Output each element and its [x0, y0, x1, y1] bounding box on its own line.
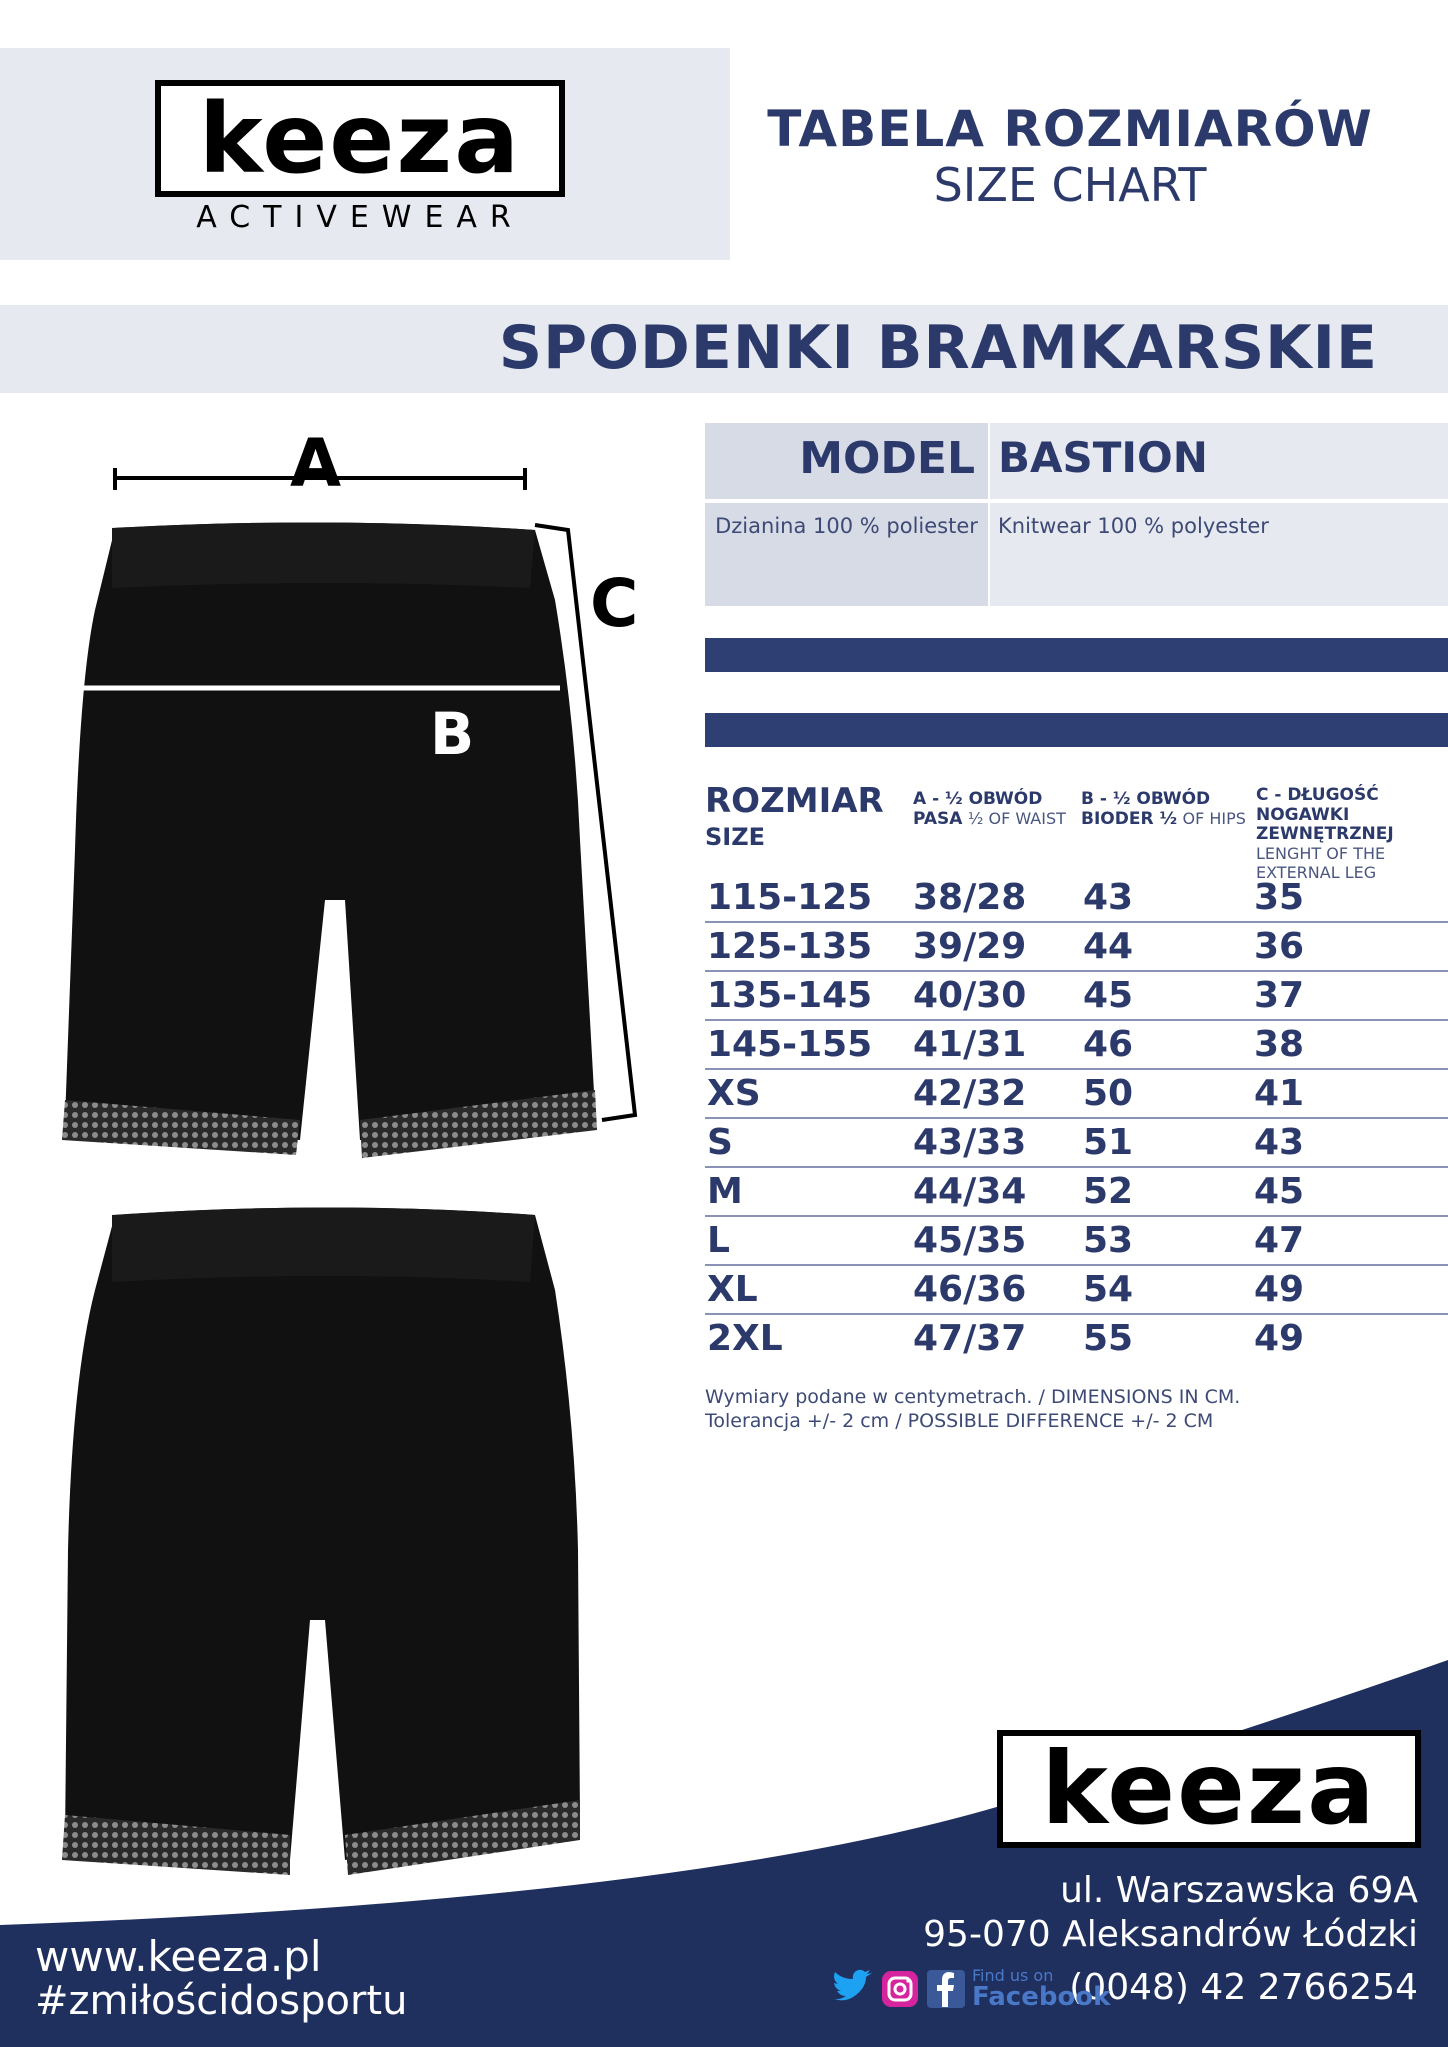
waist-cell: 44/34	[913, 1171, 1027, 1212]
hips-cell: 43	[1083, 877, 1134, 918]
waist-cell: 42/32	[913, 1073, 1027, 1114]
hips-cell: 45	[1083, 975, 1134, 1016]
hips-cell: 54	[1083, 1269, 1134, 1310]
hips-cell: 55	[1083, 1318, 1134, 1359]
size-cell: 145-155	[707, 1024, 873, 1065]
model-label: MODEL	[799, 433, 975, 484]
size-header: ROZMIAR	[705, 781, 884, 821]
waist-cell: 43/33	[913, 1122, 1027, 1163]
website-link[interactable]: www.keeza.pl	[35, 1932, 322, 1981]
facebook-icon[interactable]	[926, 1969, 966, 2009]
size-cell: M	[707, 1171, 743, 1212]
size-header-en: SIZE	[705, 823, 766, 851]
row-divider	[705, 1068, 1448, 1070]
hips-cell: 50	[1083, 1073, 1134, 1114]
hips-cell: 44	[1083, 926, 1134, 967]
divider-bar	[705, 713, 1448, 747]
col-c-header: C - DŁUGOŚĆ NOGAWKI ZEWNĘTRZNEJ LENGHT OF THE EXTERNAL LEG	[1256, 785, 1394, 883]
row-divider	[705, 1019, 1448, 1021]
length-cell: 37	[1254, 975, 1305, 1016]
twitter-icon[interactable]	[830, 1969, 874, 2009]
waist-cell: 40/30	[913, 975, 1027, 1016]
size-cell: 125-135	[707, 926, 873, 967]
length-cell: 36	[1254, 926, 1305, 967]
facebook-link[interactable]: Find us on Facebook	[972, 1966, 1111, 2012]
row-divider	[705, 921, 1448, 923]
page-subtitle: SIZE CHART	[933, 158, 1207, 212]
length-cell: 47	[1254, 1220, 1305, 1261]
hips-cell: 52	[1083, 1171, 1134, 1212]
length-cell: 45	[1254, 1171, 1305, 1212]
length-cell: 43	[1254, 1122, 1305, 1163]
waist-cell: 46/36	[913, 1269, 1027, 1310]
logo-subtitle: ACTIVEWEAR	[196, 200, 524, 235]
fabric-pl: Dzianina 100 % poliester	[715, 514, 978, 538]
instagram-icon[interactable]	[880, 1969, 920, 2009]
length-cell: 49	[1254, 1318, 1305, 1359]
waist-cell: 47/37	[913, 1318, 1027, 1359]
row-divider	[705, 1264, 1448, 1266]
dimensions-note: Wymiary podane w centymetrach. / DIMENSIONS IN CM. Tolerancja +/- 2 cm / POSSIBLE DIFFERENCE +/- 2 CM	[705, 1386, 1241, 1432]
hips-cell: 46	[1083, 1024, 1134, 1065]
waist-cell: 41/31	[913, 1024, 1027, 1065]
divider-bar	[705, 638, 1448, 672]
length-cell: 49	[1254, 1269, 1305, 1310]
size-cell: XS	[707, 1073, 761, 1114]
hips-cell: 51	[1083, 1122, 1134, 1163]
row-divider	[705, 1313, 1448, 1315]
address-line-1: ul. Warszawska 69A	[1060, 1870, 1418, 1911]
footer-logo	[997, 1730, 1421, 1848]
hips-cell: 53	[1083, 1220, 1134, 1261]
shorts-front-image	[62, 468, 635, 1158]
row-divider	[705, 1166, 1448, 1168]
footer-logo-text: keeza	[1041, 1730, 1377, 1847]
page-title: TABELA ROZMIARÓW	[767, 100, 1373, 158]
col-a-header: A - ½ OBWÓD PASA ½ OF WAIST	[913, 789, 1066, 829]
model-value: BASTION	[998, 433, 1208, 482]
size-cell: 135-145	[707, 975, 873, 1016]
hashtag: #zmiłościdosportu	[35, 1978, 408, 2024]
size-cell: L	[707, 1220, 730, 1261]
label-b: B	[430, 700, 475, 768]
row-divider	[705, 1117, 1448, 1119]
length-cell: 41	[1254, 1073, 1305, 1114]
logo-text: keeza	[198, 82, 522, 195]
row-divider	[705, 970, 1448, 972]
size-cell: 2XL	[707, 1318, 783, 1359]
address-line-2: 95-070 Aleksandrów Łódzki	[923, 1914, 1418, 1955]
waist-cell: 45/35	[913, 1220, 1027, 1261]
label-a: A	[290, 425, 342, 502]
fabric-en: Knitwear 100 % polyester	[998, 514, 1269, 538]
social-icons	[830, 1968, 1110, 2010]
col-b-header: B - ½ OBWÓD BIODER ½ OF HIPS	[1081, 789, 1246, 829]
waist-cell: 38/28	[913, 877, 1027, 918]
size-cell: S	[707, 1122, 733, 1163]
brand-logo	[155, 80, 565, 197]
size-cell: 115-125	[707, 877, 873, 918]
length-cell: 35	[1254, 877, 1305, 918]
product-title: SPODENKI BRAMKARSKIE	[498, 313, 1378, 383]
phone-number: (0048) 42 2766254	[1069, 1967, 1418, 2008]
row-divider	[705, 1215, 1448, 1217]
length-cell: 38	[1254, 1024, 1305, 1065]
size-cell: XL	[707, 1269, 758, 1310]
waist-cell: 39/29	[913, 926, 1027, 967]
label-c: C	[590, 565, 639, 642]
